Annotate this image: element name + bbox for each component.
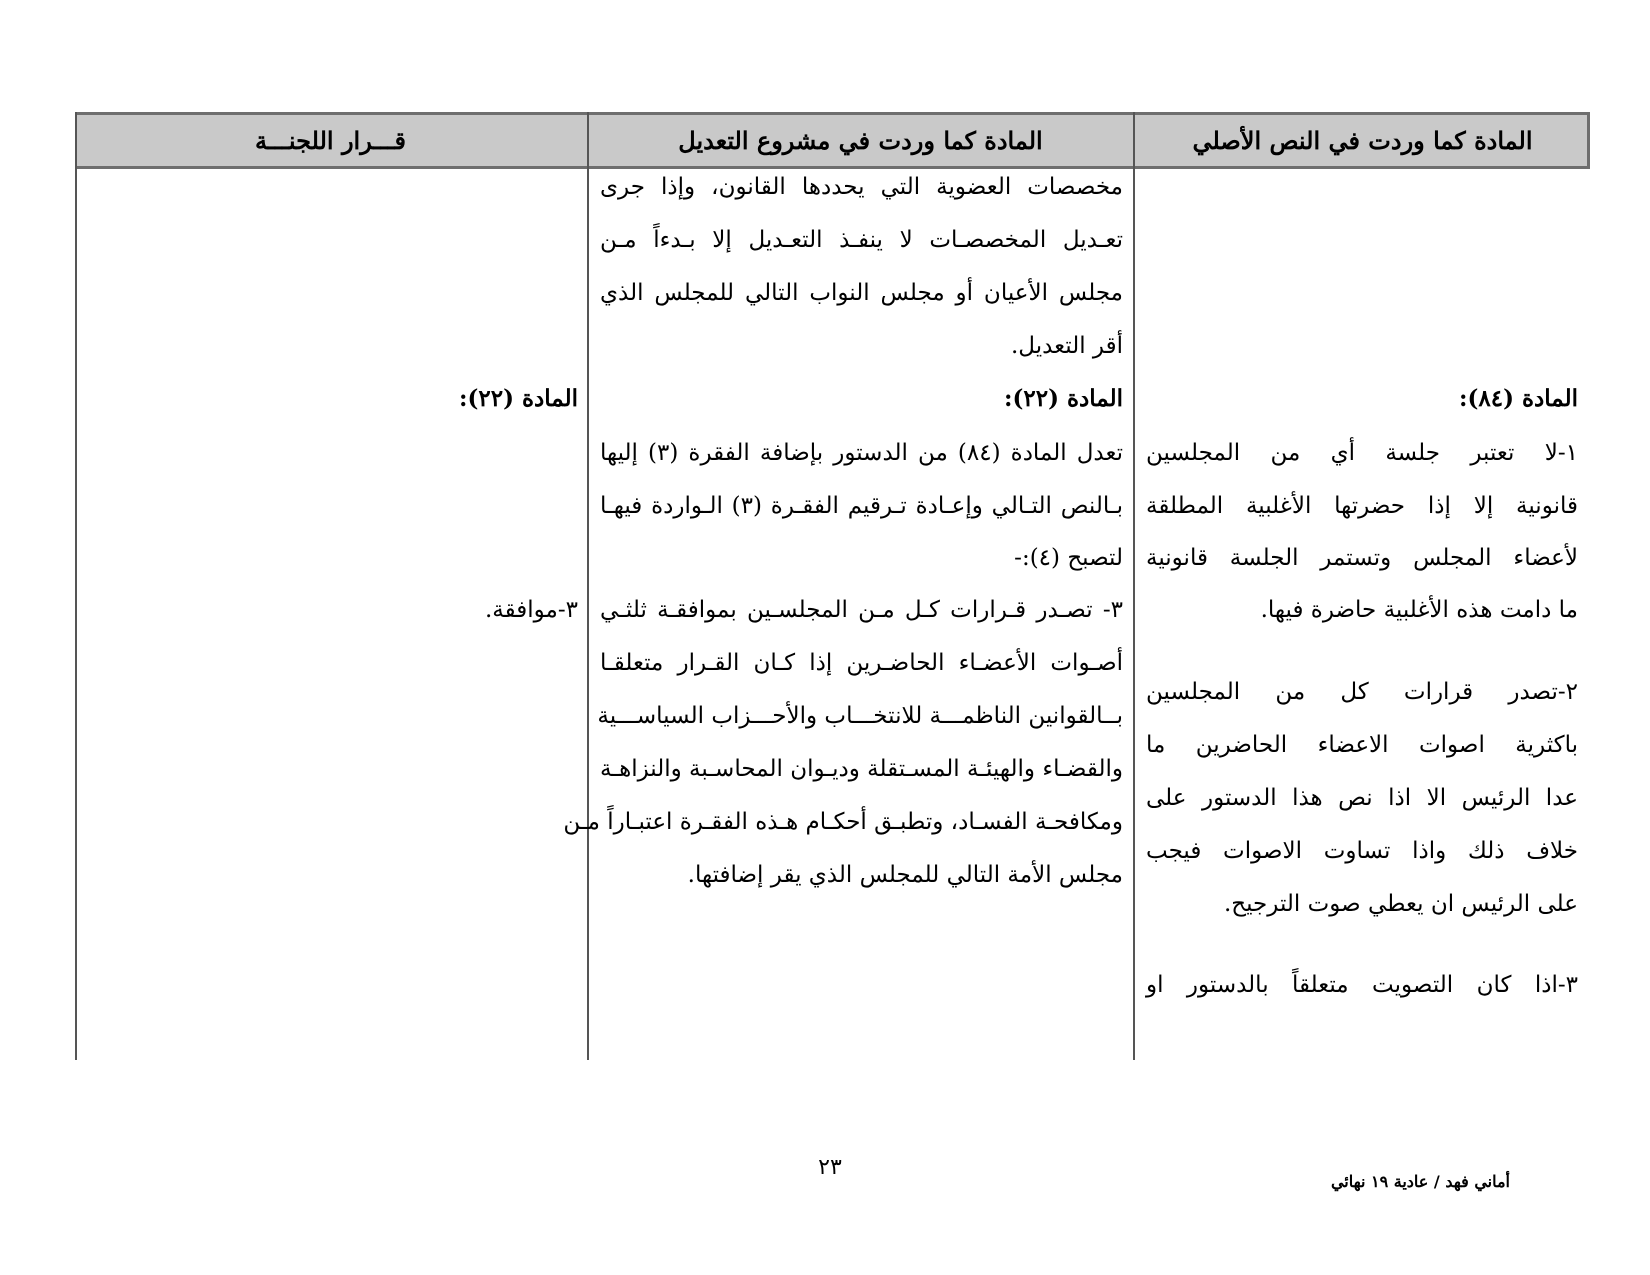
amendment-column: [563, 169, 1124, 1060]
amendment-line: أقر التعديل.: [1010, 333, 1123, 359]
header-original-text: المادة كما وردت في النص الأصلي: [1192, 126, 1533, 155]
table-border-right: [1587, 112, 1590, 169]
amendment-line: والقضـاء والهيئـة المسـتقلة وديـوان المحاسـبة والنزاهـة: [600, 756, 1123, 782]
comparison-table: [75, 112, 1590, 1060]
original-line: ٣-اذا كان التصويت متعلقاً بالدستور او: [1146, 972, 1578, 998]
column-divider-1: [1133, 112, 1135, 1060]
table-border-left: [75, 112, 77, 1060]
amendment-line: ومكافحـة الفسـاد، وتطبـق أحكـام هـذه الفقـرة اعتبـاراً مـن: [563, 809, 1123, 835]
original-line: لأعضاء المجلس وتستمر الجلسة قانونية: [1146, 545, 1578, 571]
amendment-line: ٣- تصـدر قـرارات كـل مـن المجلسـين بموافقـة ثلثـي: [600, 597, 1123, 623]
amendment-line: تعدل المادة (٨٤) من الدستور بإضافة الفقرة (٣) إليها: [600, 440, 1123, 466]
decision-article-title: المادة (٢٢):: [459, 385, 578, 412]
amendment-line: مجلس الأمة التالي للمجلس الذي يقر إضافتها.: [687, 862, 1123, 888]
amendment-line: بــالقوانين الناظمـــة للانتخـــاب والأحـــزاب السياســـية: [597, 703, 1123, 729]
decision-item: ٣-موافقة.: [485, 597, 578, 623]
amendment-line: بـالنص التـالي وإعـادة تـرقيم الفقـرة (٣) الـواردة فيهـا: [600, 493, 1124, 519]
original-line: عدا الرئيس الا اذا نص هذا الدستور على: [1146, 785, 1578, 811]
original-line: قانونية إلا إذا حضرتها الأغلبية المطلقة: [1146, 493, 1578, 519]
amendment-line: تعـديل المخصصـات لا ينفـذ التعـديل إلا بـدءاً مـن: [600, 227, 1123, 253]
original-line: ١-لا تعتبر جلسة أي من المجلسين: [1146, 440, 1578, 466]
amendment-line: أصـوات الأعضـاء الحاضـرين إذا كـان القـرار متعلقـا: [600, 650, 1123, 676]
amendment-line: مخصصات العضوية التي يحددها القانون، وإذا جرى: [600, 174, 1123, 200]
original-line: ٢-تصدر قرارات كل من المجلسين: [1146, 679, 1578, 705]
amendment-line: مجلس الأعيان أو مجلس النواب التالي للمجلس الذي: [600, 280, 1123, 306]
original-line: على الرئيس ان يعطي صوت الترجيح.: [1223, 891, 1578, 917]
amendment-article-title: المادة (٢٢):: [1004, 385, 1123, 412]
original-article-title: المادة (٨٤):: [1459, 385, 1578, 412]
original-text-column: [1146, 169, 1578, 1060]
column-divider-2: [587, 112, 589, 1060]
original-line: ما دامت هذه الأغلبية حاضرة فيها.: [1260, 597, 1578, 623]
original-line: خلاف ذلك واذا تساوت الاصوات فيجب: [1146, 838, 1578, 864]
header-committee-decision: قـــرار اللجنـــة: [254, 126, 407, 155]
header-amendment: المادة كما وردت في مشروع التعديل: [678, 126, 1043, 155]
original-line: باكثرية اصوات الاعضاء الحاضرين ما: [1146, 732, 1578, 758]
amendment-line: لتصبح (٤):-: [1014, 545, 1123, 571]
decision-column: [88, 169, 578, 1060]
footer-note: أماني فهد / عادية ١٩ نهائي: [1330, 1172, 1510, 1191]
page-number: ٢٣: [818, 1155, 842, 1180]
table-header: [75, 112, 1590, 169]
